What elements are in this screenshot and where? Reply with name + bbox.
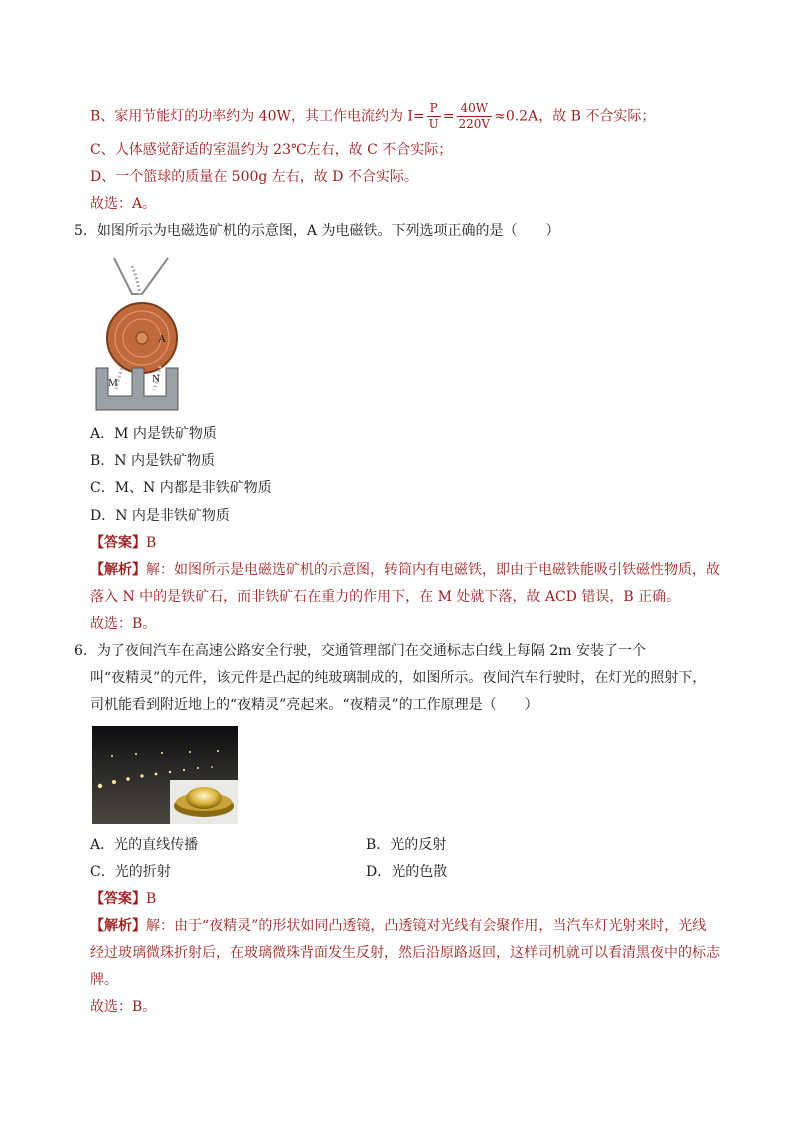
q6-answer bbox=[90, 890, 156, 908]
q4-option-d: D、一个篮球的质量在 500g 左右，故 D 不合实际。 bbox=[90, 169, 418, 185]
q5-analysis-line2: 落入 N 中的是铁矿石，而非铁矿石在重力的作用下，在 M 处就下落，故 ACD 错误，B 正确。 bbox=[90, 589, 681, 605]
night-road-studs-image bbox=[92, 726, 238, 824]
answer-tag: 【答案】 bbox=[90, 891, 146, 907]
q5-option-a: A．M 内是铁矿物质 bbox=[90, 426, 217, 442]
q5-magnetic-separator-figure bbox=[94, 256, 180, 412]
q6-stem-line2: 叫“夜精灵”的元件，该元件是凸起的纯玻璃制成的，如图所示。夜间汽车行驶时，在灯光的照射下， bbox=[90, 670, 707, 686]
q6-option-d: D．光的色散 bbox=[366, 864, 448, 880]
q5-stem: 5．如图所示为电磁选矿机的示意图，A 为电磁铁。下列选项正确的是（ ） bbox=[74, 223, 560, 239]
answer-tag: 【答案】 bbox=[90, 535, 146, 551]
analysis-text: 解：如图所示是电磁选矿机的示意图，转筒内有电磁铁，即由于电磁铁能吸引铁磁性物质，故 bbox=[146, 562, 720, 578]
q6-analysis-line1 bbox=[90, 917, 706, 935]
fraction-numerator: 40W bbox=[457, 101, 493, 117]
q4-option-c: C、人体感觉舒适的室温约为 23℃左右，故 C 不合实际； bbox=[90, 142, 453, 158]
analysis-tag: 【解析】 bbox=[90, 918, 146, 934]
magnetic-separator-diagram bbox=[94, 256, 180, 412]
analysis-tag: 【解析】 bbox=[90, 562, 146, 578]
q6-analysis-line2: 经过玻璃微珠折射后，在玻璃微珠背面发生反射，然后沿原路返回，这样司机就可以看清黑夜中的标志 bbox=[90, 945, 720, 961]
fraction-denominator: U bbox=[428, 117, 439, 131]
q4-option-b-text: B、家用节能灯的功率约为 40W，其工作电流约为 I= bbox=[90, 108, 425, 125]
q5-option-c: C．M、N 内都是非铁矿物质 bbox=[90, 480, 272, 496]
fraction-denominator: 220V bbox=[458, 117, 491, 131]
q6-night-road-photo bbox=[92, 726, 238, 824]
q4-choice: 故选：A。 bbox=[90, 196, 157, 212]
q6-option-b: B．光的反射 bbox=[366, 837, 447, 853]
q5-answer bbox=[90, 534, 156, 552]
q4-option-b-suffix: ≈0.2A，故 B 不合实际； bbox=[494, 108, 656, 125]
analysis-text: 解：由于“夜精灵”的形状如同凸透镜，凸透镜对光线有会聚作用，当汽车灯光射来时，光线 bbox=[146, 918, 707, 934]
q6-stem-line3: 司机能看到附近地上的“夜精灵”亮起来。“夜精灵”的工作原理是（ ） bbox=[90, 697, 539, 713]
q6-option-c: C．光的折射 bbox=[90, 864, 171, 880]
fraction-numerator: P bbox=[427, 101, 441, 117]
answer-value: B bbox=[146, 891, 157, 907]
label-m: M bbox=[108, 377, 118, 389]
q6-stem-line1: 6．为了夜间汽车在高速公路安全行驶，交通管理部门在交通标志白线上每隔 2m 安装了一个 bbox=[74, 643, 646, 659]
q5-option-d: D．N 内是非铁矿物质 bbox=[90, 508, 230, 524]
q5-option-b: B．N 内是铁矿物质 bbox=[90, 453, 215, 469]
equals-sign: = bbox=[442, 108, 455, 125]
q4-fraction-p-over-u bbox=[427, 101, 441, 132]
q6-analysis-line3: 牌。 bbox=[90, 972, 118, 988]
q4-fraction-40w-over-220v bbox=[457, 101, 493, 132]
label-a: A bbox=[158, 333, 166, 345]
q6-option-a: A．光的直线传播 bbox=[90, 837, 199, 853]
q5-analysis-line1 bbox=[90, 561, 720, 579]
label-n: N bbox=[152, 373, 160, 385]
q6-choice: 故选：B。 bbox=[90, 999, 157, 1015]
answer-value: B bbox=[146, 535, 157, 551]
q4-option-b bbox=[90, 101, 655, 132]
q5-choice: 故选：B。 bbox=[90, 616, 157, 632]
